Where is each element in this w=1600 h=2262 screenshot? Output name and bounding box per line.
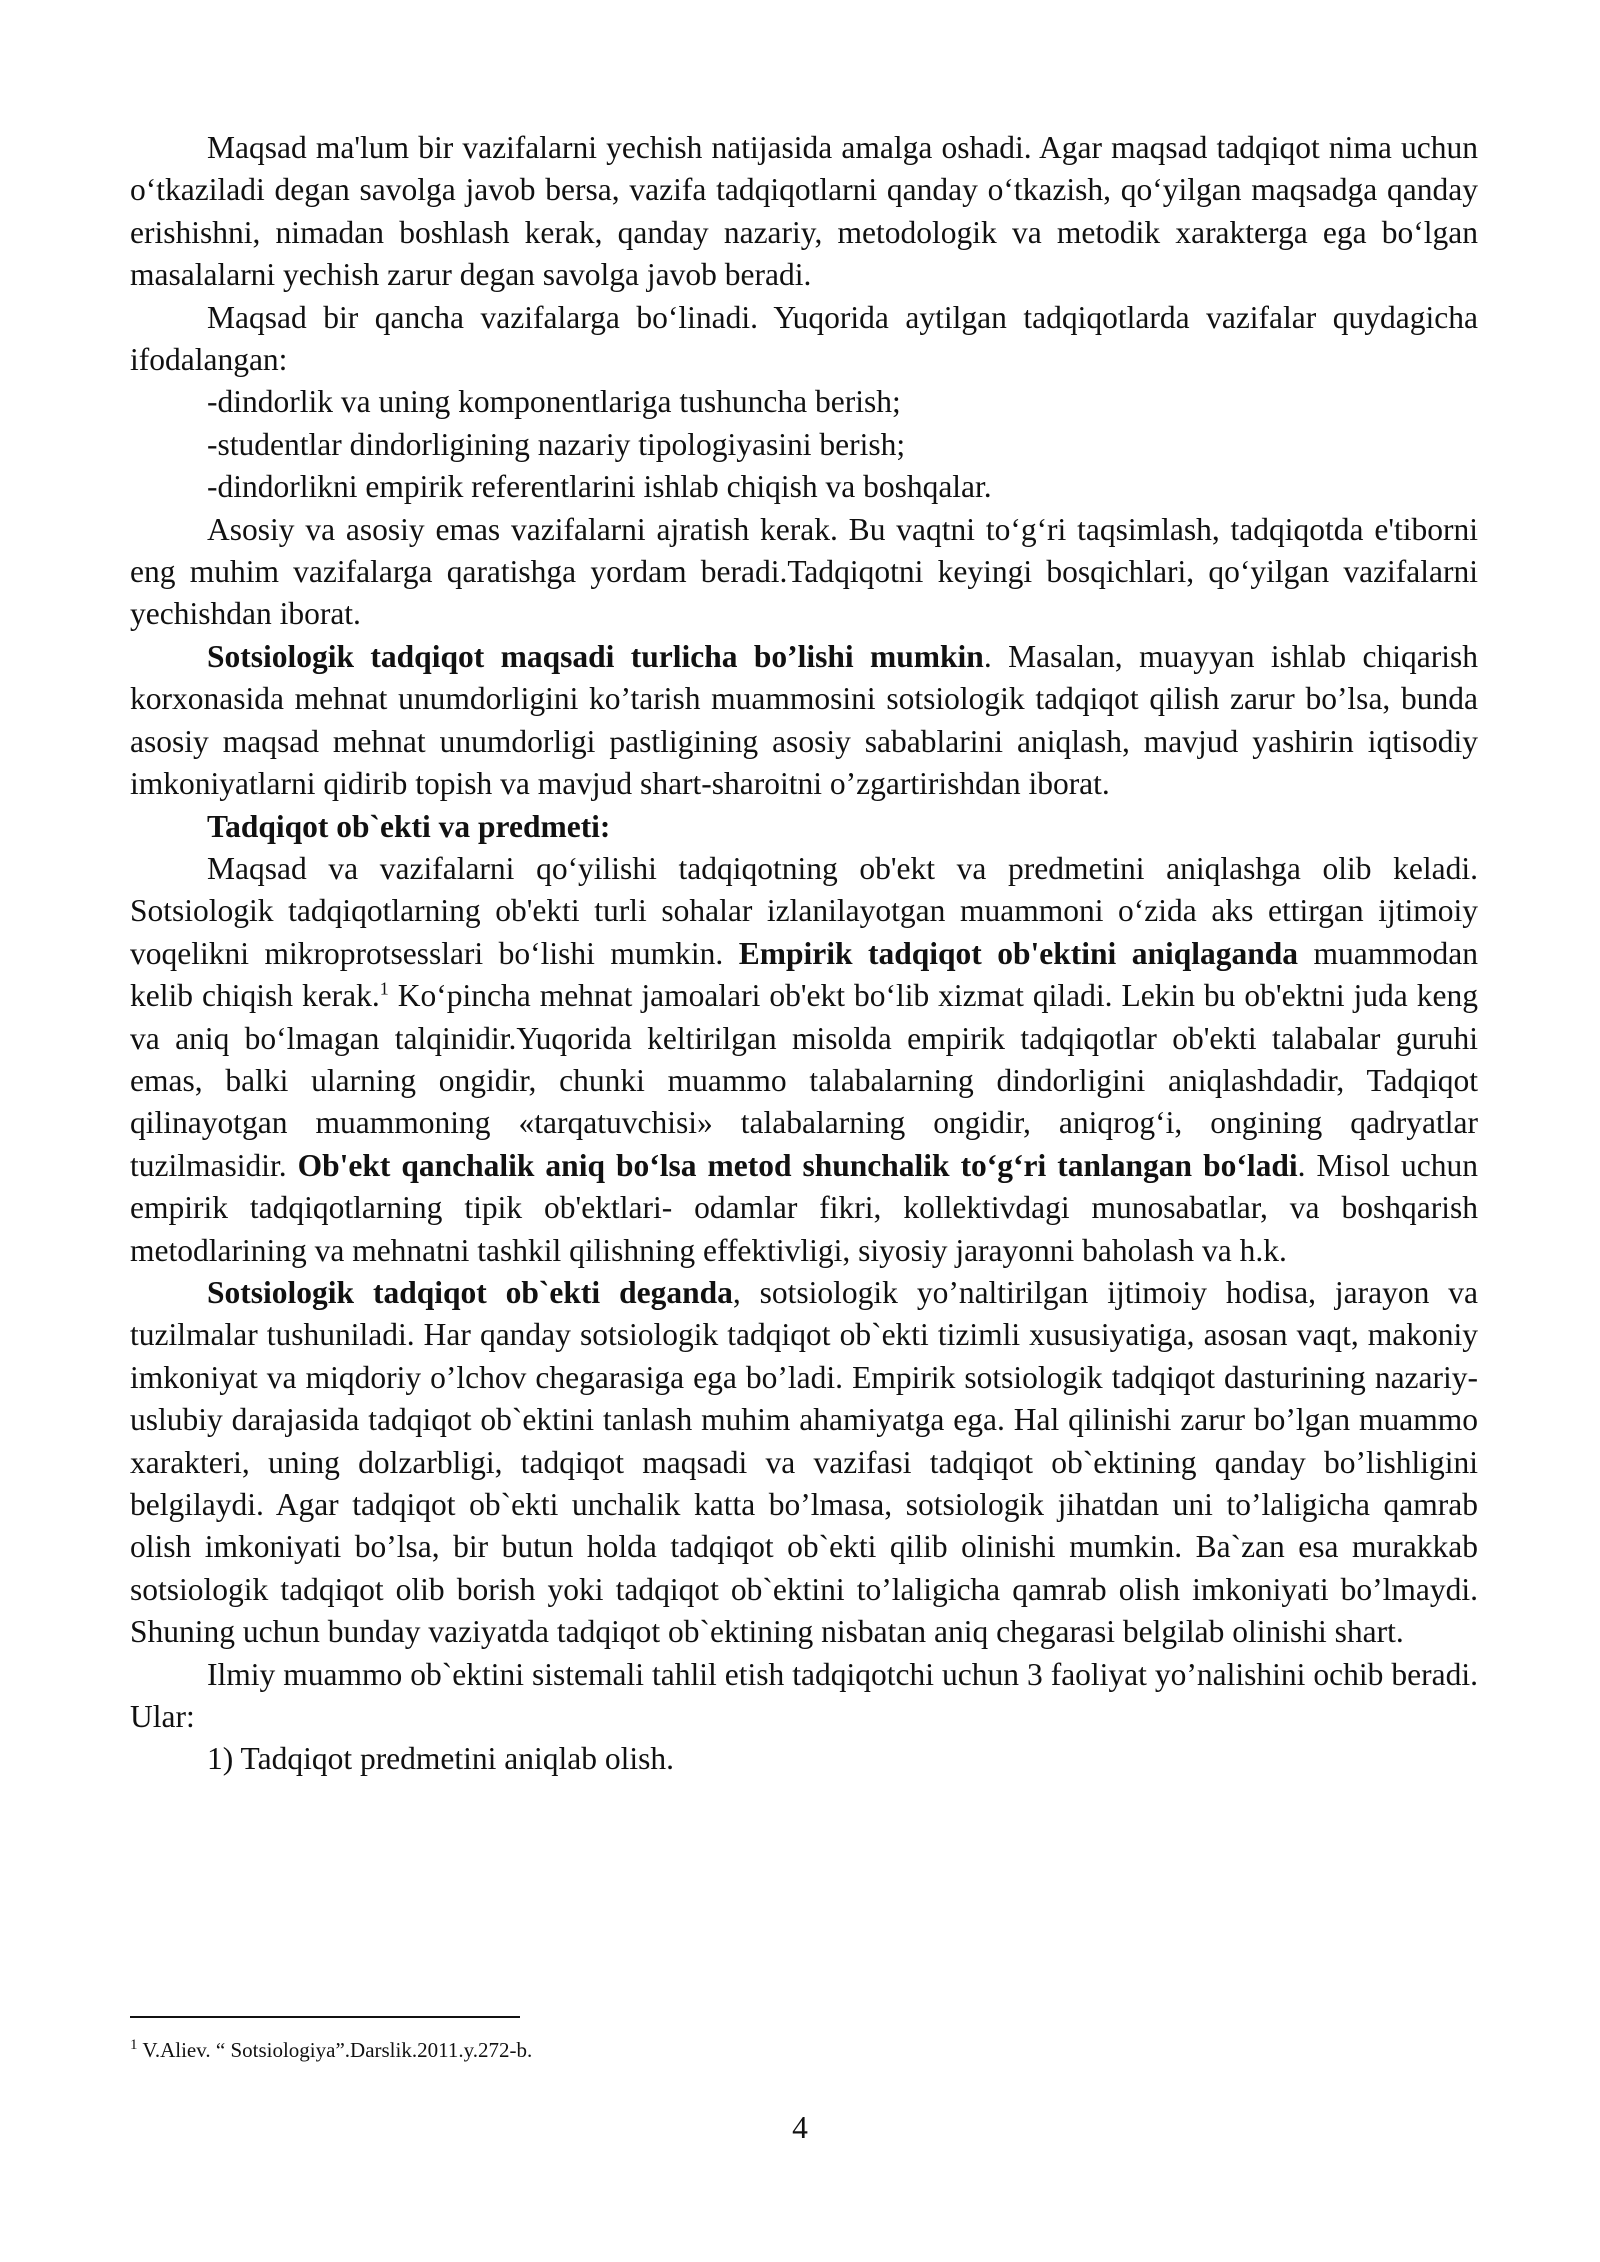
paragraph-1: Maqsad ma'lum bir vazifalarni yechish natijasida amalga oshadi. Agar maqsad tadqiqot nima uchun o‘tkaziladi degan savolga javob bersa, vazifa tadqiqotlarni qanday o‘tkazish, qo‘yilgan maqsadga qanday erishishni, nimadan boshlash kerak, qanday nazariy, metodologik va metodik xarakterga ega bo‘lgan masalalarni yechish zarur degan savolga javob beradi. — [130, 130, 1478, 293]
page-body — [130, 127, 1478, 1781]
footnote-divider — [130, 2016, 520, 2018]
paragraph-text: Maqsad va vazifalarni qo‘yilishi tadqiqotning ob'ekt va predmetini aniqlashga olib keladi. Sotsiologik tadqiqotlarning ob'ekti turli sohalar izlanilayotgan muammoni o‘zida aks ettirgan ijtimoiy voqelikni mikroprotsesslari bo‘lishi mumkin. — [130, 850, 1478, 971]
emphasis-text: Ob'ekt qanchalik aniq bo‘lsa metod shunchalik to‘g‘ri tanlangan bo‘ladi — [297, 1147, 1298, 1183]
paragraph-5 — [130, 848, 1478, 1272]
list-item: -dindorlik va uning komponentlariga tushuncha berish; — [207, 384, 901, 420]
footnote — [130, 2036, 532, 2064]
paragraph-3: Asosiy va asosiy emas vazifalarni ajratish kerak. Bu vaqtni to‘g‘ri taqsimlash, tadqiqotda e'tiborni eng muhim vazifalarga qaratishga yordam beradi.Tadqiqotni keyingi bosqichlari, qo‘yilgan vazifalarni yechishdan iborat. — [130, 511, 1478, 632]
paragraph-8: 1) Tadqiqot predmetini aniqlab olish. — [207, 1741, 675, 1777]
section-heading: Tadqiqot ob`ekti va predmeti: — [207, 808, 611, 844]
paragraph-text: Ko‘pincha mehnat jamoalari ob'ekt bo‘lib xizmat qiladi. Lekin bu ob'ektni juda keng va aniq bo‘lmagan talqinidir.Yuqorida keltirilgan misolda empirik tadqiqotlar ob'ekti talabalar guruhi emas, balki ularning ongidir, chunki muammo talabalarning dindorligini aniqlashdadir, Tadqiqot qilinayotgan muammoning «tarqatuvchisi» talabalarning ongidir, aniqrog‘i, ongining qadryatlar tuzilmasidir. — [130, 978, 1479, 1183]
list-item: -dindorlikni empirik referentlarini ishlab chiqish va boshqalar. — [207, 469, 992, 505]
footnote-marker: 1 — [130, 2037, 138, 2053]
paragraph-text: . Masalan, muayyan ishlab chiqarish korxonasida mehnat unumdorligini ko’tarish muammosini sotsiologik tadqiqot qilish zarur bo’lsa, bunda asosiy maqsad mehnat unumdorligi pastligining asosiy sabablarini aniqlash, mavjud yashirin iqtisodiy imkoniyatlarni qidirib topish va mavjud shart-sharoitni o’zgartirishdan iborat. — [130, 638, 1478, 802]
list-item: -studentlar dindorligining nazariy tipologiyasini berish; — [207, 426, 906, 462]
paragraph-text: . Misol uchun empirik tadqiqotlarning tipik ob'ektlari- odamlar fikri, kollektivdagi munosabatlar, va boshqarish metodlarining va mehnatni tashkil qilishning effektivligi, siyosiy jarayonni baholash va h.k. — [130, 1147, 1478, 1268]
footnote-reference[interactable]: 1 — [379, 978, 389, 999]
paragraph-text: , sotsiologik yo’naltirilgan ijtimoiy hodisa, jarayon va tuzilmalar tushuniladi. Har qanday sotsiologik tadqiqot ob`ekti tizimli xususiyatiga, asosan vaqt, makoniy imkoniyat va miqdoriy o’lchov chegarasiga ega bo’ladi. Empirik sotsiologik tadqiqot dasturining nazariy-uslubiy darajasida tadqiqot ob`ektini tanlash muhim ahamiyatga ega. Hal qilinishi zarur bo’lgan muammo xarakteri, uning dolzarbligi, tadqiqot maqsadi va vazifasi tadqiqot ob`ektining qanday bo’lishligini belgilaydi. Agar tadqiqot ob`ekti unchalik katta bo’lmasa, sotsiologik jihatdan uni to’laligicha qamrab olish imkoniyati bo’lsa, bir butun holda tadqiqot ob`ekti qilib olinishi mumkin. Ba`zan esa murakkab sotsiologik tadqiqot olib borish yoki tadqiqot ob`ektini to’laligicha qamrab olish imkoniyati bo’lmaydi. Shuning uchun bunday vaziyatda tadqiqot ob`ektining nisbatan aniq chegarasi belgilab olinishi shart. — [130, 1274, 1478, 1650]
emphasis-text: Sotsiologik tadqiqot ob`ekti deganda — [207, 1274, 733, 1310]
page-number: 4 — [792, 2110, 808, 2145]
paragraph-6 — [130, 1272, 1478, 1654]
paragraph-text: muammodan kelib chiqish kerak. — [130, 935, 1479, 1014]
paragraph-7: Ilmiy muammo ob`ektini sistemali tahlil etish tadqiqotchi uchun 3 faoliyat yo’nalishini ochib beradi. Ular: — [130, 1656, 1478, 1735]
paragraph-2: Maqsad bir qancha vazifalarga bo‘linadi. Yuqorida aytilgan tadqiqotlarda vazifalar quydagicha ifodalangan: — [130, 299, 1478, 378]
footnote-text: V.Aliev. “ Sotsiologiya”.Darslik.2011.y.272-b. — [137, 2038, 533, 2062]
emphasis-text: Empirik tadqiqot ob'ektini aniqlaganda — [738, 935, 1299, 971]
emphasis-text: Sotsiologik tadqiqot maqsadi turlicha bo’lishi mumkin — [207, 638, 984, 674]
paragraph-4 — [130, 636, 1478, 806]
